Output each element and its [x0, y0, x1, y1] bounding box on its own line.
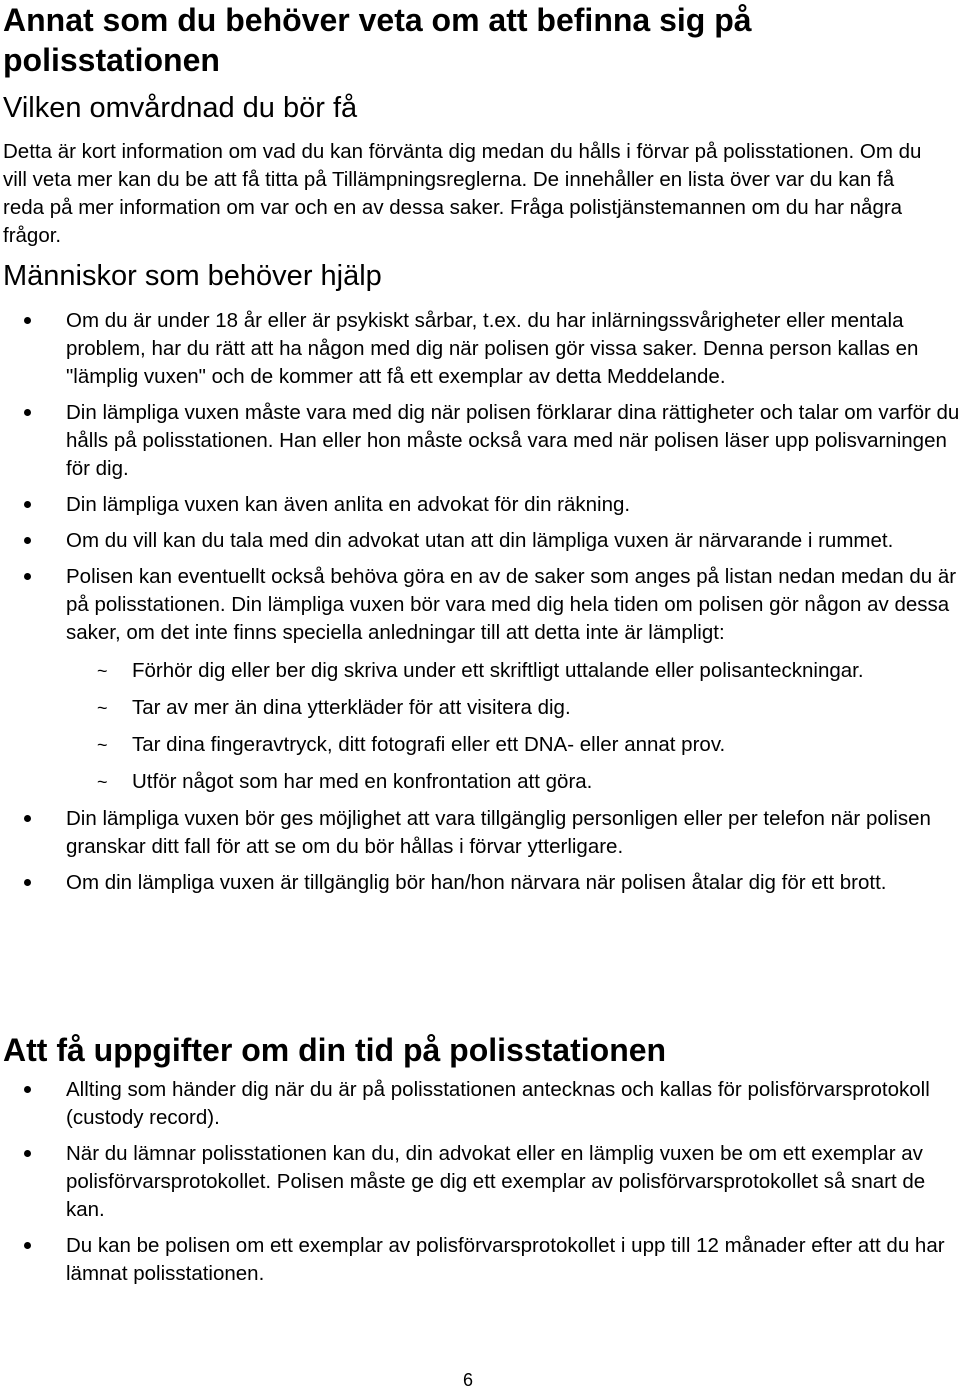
- tilde-bullet-icon: ~: [97, 661, 108, 681]
- bullet-icon: [24, 409, 31, 416]
- list-item: Du kan be polisen om ett exemplar av polisförvarsprotokollet i upp till 12 månader efter att du har lämnat polisstationen.: [0, 1232, 960, 1288]
- bullet-icon: [24, 537, 31, 544]
- bullet-icon: [24, 815, 31, 822]
- list-item: Polisen kan eventuellt också behöva göra en av de saker som anges på listan nedan medan du är på polisstationen. Din lämpliga vuxen bör vara med dig hela tiden om polisen gör någon av dessa saker, om det inte finns speciella anledningar till att detta inte är lämpligt: ~ Förhör dig eller ber dig skriva under ett skriftligt uttalande eller polisanteckningar. ~ Tar av mer än dina ytterkläder för att visitera dig. ~ Tar dina fingeravtryck, ditt fotografi eller ett DNA- eller annat prov. ~ Utför något som har med en konfrontation att göra.: [0, 563, 960, 796]
- records-list: [0, 1076, 960, 1296]
- subtitle: Vilken omvårdnad du bör få: [3, 92, 358, 124]
- bullet-icon: [24, 1086, 31, 1093]
- tilde-bullet-icon: ~: [97, 698, 108, 718]
- list-item: Din lämpliga vuxen måste vara med dig när polisen förklarar dina rättigheter och talar om varför du hålls på polisstationen. Han eller hon måste också vara med när polisen läser upp polisvarningen för dig.: [0, 399, 960, 483]
- section-heading-records: Att få uppgifter om din tid på polisstationen: [3, 1032, 667, 1068]
- list-item: När du lämnar polisstationen kan du, din advokat eller en lämplig vuxen be om ett exemplar av polisförvarsprotokollet. Polisen måste ge dig ett exemplar av polisförvarsprotokollet så snart de kan.: [0, 1140, 960, 1224]
- bullet-icon: [24, 501, 31, 508]
- sub-list-item: ~ Utför något som har med en konfrontation att göra.: [66, 768, 960, 796]
- sub-list-item: ~ Tar av mer än dina ytterkläder för att visitera dig.: [66, 694, 960, 722]
- list-item: Allting som händer dig när du är på polisstationen antecknas och kallas för polisförvarsprotokoll (custody record).: [0, 1076, 960, 1132]
- bullet-icon: [24, 879, 31, 886]
- sub-list: [66, 657, 960, 796]
- page-title: Annat som du behöver veta om att befinna sig på polisstationen: [3, 2, 752, 78]
- sub-list-item: ~ Förhör dig eller ber dig skriva under ett skriftligt uttalande eller polisanteckningar.: [66, 657, 960, 685]
- bullet-icon: [24, 317, 31, 324]
- intro-paragraph: Detta är kort information om vad du kan förvänta dig medan du hålls i förvar på polisstationen. Om du vill veta mer kan du be att få titta på Tillämpningsreglerna. De innehåller en lista över var du kan få reda på mer information om var och en av dessa saker. Fråga polistjänstemannen om du har några frågor.: [3, 140, 922, 247]
- bullet-icon: [24, 1242, 31, 1249]
- section-heading-help: Människor som behöver hjälp: [3, 260, 382, 292]
- list-item: Om du vill kan du tala med din advokat utan att din lämpliga vuxen är närvarande i rummet.: [0, 527, 960, 555]
- bullet-icon: [24, 1150, 31, 1157]
- list-item: Din lämpliga vuxen kan även anlita en advokat för din räkning.: [0, 491, 960, 519]
- sub-list-item: ~ Tar dina fingeravtryck, ditt fotografi eller ett DNA- eller annat prov.: [66, 731, 960, 759]
- help-list: [0, 307, 960, 905]
- page-number: 6: [462, 1370, 473, 1390]
- bullet-icon: [24, 573, 31, 580]
- list-item: Din lämpliga vuxen bör ges möjlighet att vara tillgänglig personligen eller per telefon när polisen granskar ditt fall för att se om du bör hållas i förvar ytterligare.: [0, 805, 960, 861]
- tilde-bullet-icon: ~: [97, 735, 108, 755]
- list-item: Om din lämpliga vuxen är tillgänglig bör han/hon närvara när polisen åtalar dig för ett brott.: [0, 869, 960, 897]
- tilde-bullet-icon: ~: [97, 772, 108, 792]
- list-item: Om du är under 18 år eller är psykiskt sårbar, t.ex. du har inlärningssvårigheter eller mentala problem, har du rätt att ha någon med dig när polisen gör vissa saker. Denna person kallas en "lämplig vuxen" och de kommer att få ett exemplar av detta Meddelande.: [0, 307, 960, 391]
